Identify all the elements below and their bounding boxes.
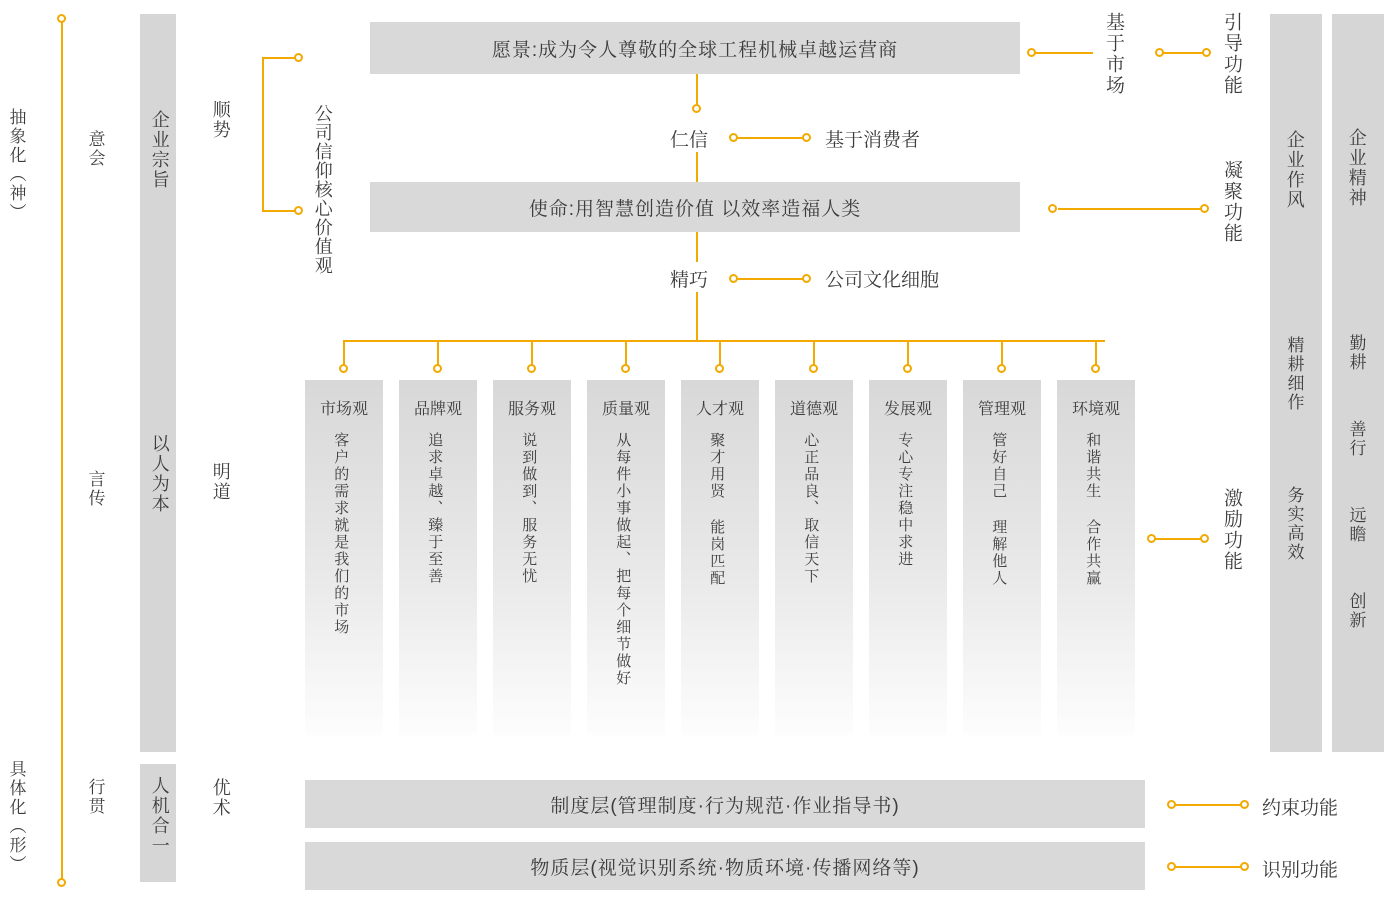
vision-to-market-line (1035, 52, 1093, 54)
value-body: 和谐共生 合作共赢 (1084, 432, 1102, 587)
system-layer-dot-left (1167, 800, 1176, 809)
axis-top-dot (57, 14, 66, 23)
value-title: 服务观 (507, 401, 556, 418)
axis-col2-item-1: 言传 (85, 470, 105, 508)
axis-label-concrete: 具体化（形） (6, 760, 26, 874)
bracket-vertical (262, 57, 264, 212)
value-body: 心正品良、取信天下 (802, 432, 820, 585)
axis-col3-item-0: 企业宗旨 (149, 110, 170, 190)
value-body: 管好自己 理解他人 (990, 432, 1008, 587)
value-title: 质量观 (601, 401, 650, 418)
guide-function-label: 引导功能 (1221, 12, 1242, 96)
value-stem-dot (715, 364, 724, 373)
axis-bottom-dot (57, 878, 66, 887)
spine-jingqiao-bus (696, 292, 698, 340)
jingqiao-label: 精巧 (670, 270, 709, 291)
value-body: 从每件小事做起、把每个细节做好 (614, 432, 632, 687)
value-body: 专心专注稳中求进 (896, 432, 914, 568)
motivation-function-label: 激励功能 (1221, 488, 1242, 572)
cohesion-function-label: 凝聚功能 (1221, 160, 1242, 244)
axis-col4-item-2: 优术 (210, 778, 231, 818)
mission-bar: 使命:用智慧创造价值 以效率造福人类 (370, 182, 1020, 232)
value-title: 市场观 (319, 401, 368, 418)
material-layer-dot-right (1240, 862, 1249, 871)
company-style-item-0: 精耕细作 (1284, 336, 1304, 412)
renxin-target-label: 基于消费者 (825, 130, 921, 151)
system-layer-bar: 制度层(管理制度·行为规范·作业指导书) (305, 780, 1145, 828)
company-spirit-item-0: 勤耕 (1346, 334, 1366, 372)
mission-line-dot-right (1200, 204, 1209, 213)
bracket-top-dot (294, 53, 303, 62)
band-company-spirit (1332, 14, 1384, 752)
based-on-market-label: 基于市场 (1103, 12, 1124, 96)
motivation-dot-left (1147, 534, 1156, 543)
value-title: 品牌观 (413, 401, 462, 418)
renxin-label: 仁信 (670, 130, 709, 151)
values-to-motivation-line (1155, 538, 1203, 540)
axis-col4-item-1: 明道 (210, 462, 231, 502)
value-stem-dot (621, 364, 630, 373)
market-line-dot-right (1202, 48, 1211, 57)
value-title: 环境观 (1071, 401, 1120, 418)
mission-line-dot-left (1048, 204, 1057, 213)
value-title: 道德观 (789, 401, 838, 418)
renxin-dot (692, 104, 701, 113)
bracket-bottom-dot (294, 206, 303, 215)
value-body: 追求卓越、臻于至善 (426, 432, 444, 585)
motivation-dot-right (1200, 534, 1209, 543)
jingqiao-link-dot-left (729, 274, 738, 283)
axis-col4-item-0: 顺势 (210, 100, 231, 140)
vision-bar: 愿景:成为令人尊敬的全球工程机械卓越运营商 (370, 22, 1020, 74)
core-values-label: 公司信仰核心价值观 (312, 104, 333, 275)
value-stem-dot (997, 364, 1006, 373)
values-bus-line (343, 340, 1105, 342)
value-stem-dot (1091, 364, 1100, 373)
value-stem-dot (809, 364, 818, 373)
material-layer-dot-left (1167, 862, 1176, 871)
spine-renxin-mission (696, 152, 698, 182)
market-to-guide-line (1163, 52, 1205, 54)
value-title: 管理观 (977, 401, 1026, 418)
axis-col3-item-1: 以人为本 (149, 434, 170, 514)
bracket-top-arm (262, 57, 298, 59)
value-stem-dot (527, 364, 536, 373)
spine-vision-renxin (696, 74, 698, 108)
market-line-dot-left (1155, 48, 1164, 57)
renxin-link-dot-left (729, 133, 738, 142)
value-stem-dot (339, 364, 348, 373)
vision-line-dot (1027, 48, 1036, 57)
company-style-title: 企业作风 (1284, 130, 1305, 210)
jingqiao-link-line (737, 278, 805, 280)
material-layer-bar: 物质层(视觉识别系统·物质环境·传播网络等) (305, 842, 1145, 890)
vertical-axis-line (61, 20, 63, 882)
renxin-link-dot-right (802, 133, 811, 142)
mission-to-cohesion-line (1058, 208, 1206, 210)
value-stem-dot (903, 364, 912, 373)
company-spirit-item-1: 善行 (1346, 420, 1366, 458)
bracket-bottom-arm (262, 210, 298, 212)
constraint-function-label: 约束功能 (1262, 798, 1339, 819)
value-title: 人才观 (695, 401, 744, 418)
axis-col3-item-2: 人机合一 (149, 776, 170, 856)
axis-label-abstract: 抽象化（神） (6, 108, 26, 222)
company-style-item-1: 务实高效 (1284, 486, 1304, 562)
axis-col2-item-2: 行贯 (85, 778, 105, 816)
company-spirit-item-2: 远瞻 (1346, 506, 1366, 544)
identity-function-label: 识别功能 (1262, 860, 1339, 881)
company-spirit-item-3: 创新 (1346, 592, 1366, 630)
value-title: 发展观 (883, 401, 932, 418)
value-body: 说到做到、服务无忧 (520, 432, 538, 585)
jingqiao-target-label: 公司文化细胞 (825, 270, 940, 291)
spine-mission-jingqiao (696, 232, 698, 262)
value-stem-dot (433, 364, 442, 373)
value-body: 客户的需求就是我们的市场 (332, 432, 350, 636)
system-layer-line (1175, 804, 1243, 806)
axis-col2-item-0: 意会 (85, 130, 105, 168)
value-body: 聚才用贤 能岗匹配 (708, 432, 726, 587)
renxin-link-line (737, 137, 805, 139)
jingqiao-link-dot-right (802, 274, 811, 283)
material-layer-line (1175, 866, 1243, 868)
company-spirit-title: 企业精神 (1346, 128, 1367, 208)
system-layer-dot-right (1240, 800, 1249, 809)
